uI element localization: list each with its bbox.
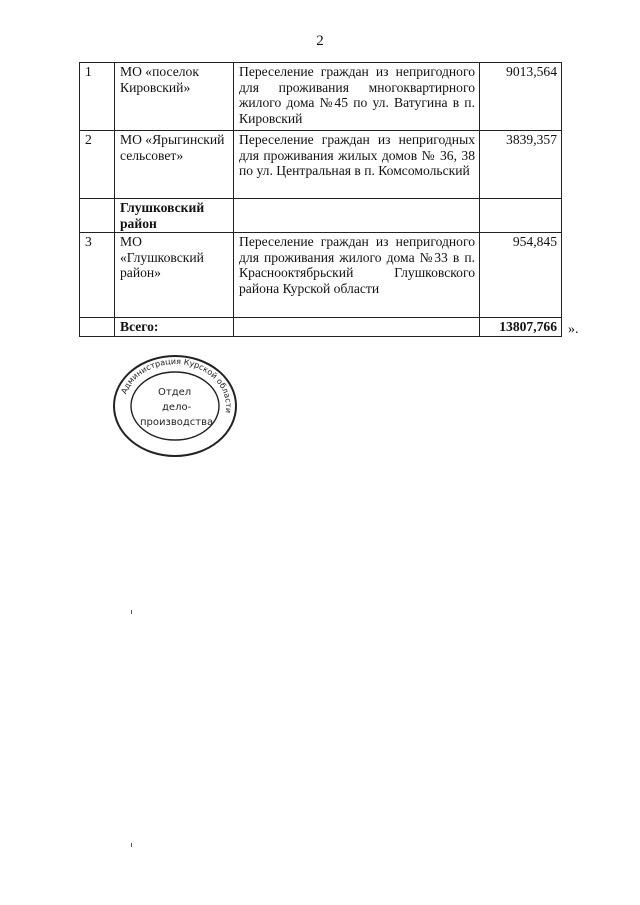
description-cell: [234, 318, 480, 337]
closing-quote: ».: [568, 322, 579, 337]
stamp-line-2: дело-: [162, 402, 192, 413]
description-cell: Переселение граждан из непригодного для проживания жилого дома №33 в п. Краснооктябрьский Глушковского района Курской области: [234, 233, 480, 318]
table-row: [80, 131, 562, 199]
total-amount: 13807,766: [480, 318, 562, 337]
row-number: [80, 199, 115, 233]
amount-cell: 3839,357: [480, 131, 562, 199]
municipality-cell: МО «поселок Кировский»: [115, 63, 234, 131]
description-cell: Переселение граждан из непригодных для проживания жилых домов № 36, 38 по ул. Центральная в п. Комсомольский: [234, 131, 480, 199]
row-number: 2: [80, 131, 115, 199]
row-number: [80, 318, 115, 337]
municipality-cell: МО «Глушковский район»: [115, 233, 234, 318]
table-row-district: [80, 199, 562, 233]
row-number: 1: [80, 63, 115, 131]
stamp-line-3: производства: [140, 417, 214, 428]
description-cell: Переселение граждан из непригодного для проживания многоквартирного жилого дома №45 по ул. Ватугина в п. Кировский: [234, 63, 480, 131]
financing-table: [79, 62, 562, 337]
amount-cell: 954,845: [480, 233, 562, 318]
district-heading: Глушковский район: [115, 199, 234, 233]
table-row: [80, 63, 562, 131]
row-number: 3: [80, 233, 115, 318]
department-stamp: [110, 352, 240, 460]
stamp-line-1: Отдел: [158, 387, 192, 398]
stamp-ring-text: Администрация Курской области: [119, 356, 234, 414]
scan-speck: [131, 610, 132, 614]
table-row: [80, 233, 562, 318]
description-cell: [234, 199, 480, 233]
scan-speck: [131, 843, 132, 847]
page-number: 2: [316, 33, 324, 49]
total-label: Всего:: [115, 318, 234, 337]
amount-cell: 9013,564: [480, 63, 562, 131]
total-row: [80, 318, 562, 337]
municipality-cell: МО «Ярыгинский сельсовет»: [115, 131, 234, 199]
amount-cell: [480, 199, 562, 233]
